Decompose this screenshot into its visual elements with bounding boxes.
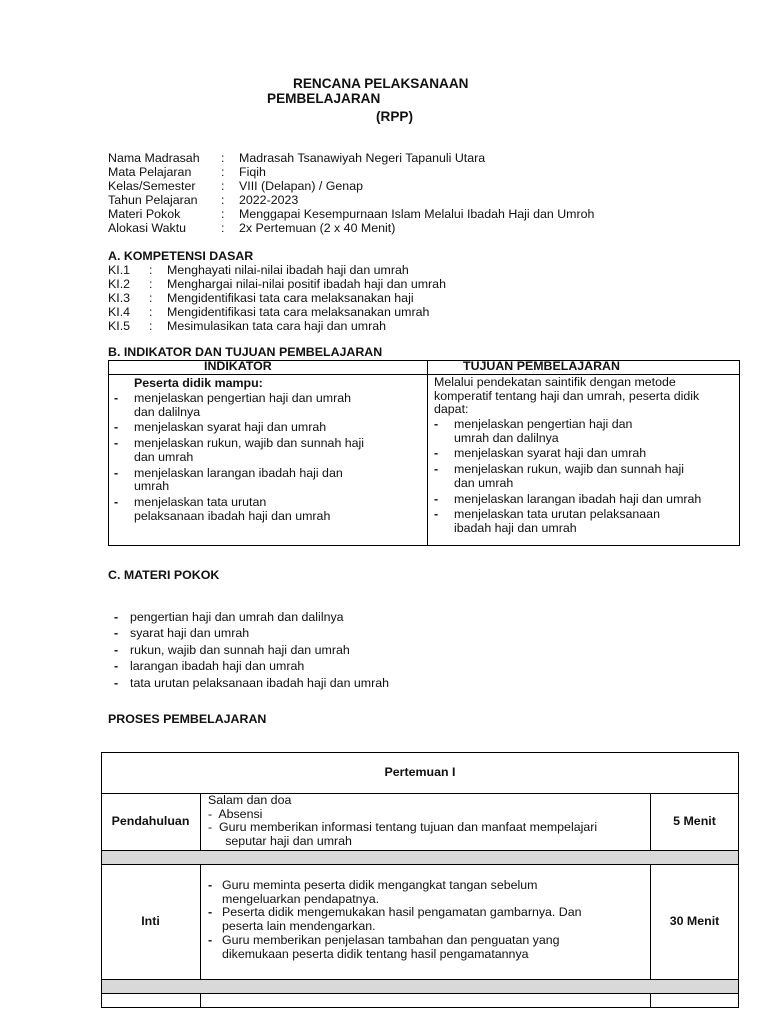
kd-text: Menghayati nilai-nilai ibadah haji dan umrah	[167, 263, 409, 277]
bullet-dash: -	[114, 436, 119, 451]
bullet-dash: -	[434, 446, 439, 461]
tujuan-item	[428, 493, 738, 507]
inti-label: Inti	[141, 913, 160, 928]
indikator-item-line: menjelaskan syarat haji dan umrah	[134, 420, 327, 435]
tujuan-item	[428, 447, 738, 461]
materi-list	[108, 611, 389, 693]
identity-label: Nama Madrasah	[108, 151, 200, 165]
row-divider	[101, 993, 739, 994]
bullet-dash: -	[434, 462, 439, 477]
kd-text: Mengidentifikasi tata cara melaksanakan umrah	[167, 304, 430, 319]
inti-item	[202, 934, 648, 961]
indikator-item-line: menjelaskan rukun, wajib dan sunnah haji	[134, 436, 365, 451]
indikator-item	[108, 467, 426, 494]
bullet-dash: -	[208, 905, 213, 920]
materi-item-text: rukun, wajib dan sunnah haji dan umrah	[130, 642, 350, 657]
bullet-dash: -	[114, 465, 119, 480]
bullet-dash: -	[208, 878, 213, 892]
inti-time: 30 Menit	[669, 913, 720, 928]
proses-heading: PROSES PEMBELAJARAN	[108, 712, 267, 726]
pendahuluan-content	[208, 794, 597, 849]
indikator-item	[108, 496, 426, 523]
inti-item-line: mengeluarkan pendapatnya.	[222, 891, 380, 906]
tujuan-item	[428, 418, 738, 445]
identity-separator: :	[221, 178, 225, 193]
bullet-dash: -	[114, 610, 119, 624]
bullet-dash: -	[114, 659, 119, 674]
tujuan-item-line: menjelaskan syarat haji dan umrah	[454, 446, 647, 461]
materi-item	[108, 611, 389, 627]
indikator-intro: Peserta didik mampu:	[134, 376, 263, 390]
identity-value: Fiqih	[239, 164, 266, 179]
indikator-item-line: dan dalilnya	[134, 404, 201, 419]
indikator-list	[108, 392, 426, 525]
inti-item	[202, 906, 648, 933]
kd-text: Mengidentifikasi tata cara melaksanakan haji	[167, 290, 414, 305]
kd-text: Mesimulasikan tata cara haji dan umrah	[167, 318, 387, 333]
bullet-dash: -	[434, 491, 439, 506]
bullet-dash: -	[114, 494, 119, 509]
section-c-heading	[108, 569, 219, 583]
indikator-item	[108, 437, 426, 464]
shaded-separator-row	[102, 851, 738, 864]
kd-code: KI.2	[108, 276, 131, 291]
kd-separator: :	[149, 290, 153, 305]
inti-item-line: Guru memberikan penjelasan tambahan dan penguatan yang	[222, 932, 560, 947]
kd-code: KI.4	[108, 304, 131, 319]
doc-title-line2: PEMBELAJARAN	[267, 91, 381, 106]
col-divider	[650, 993, 651, 1008]
bullet-dash: -	[114, 675, 119, 690]
bullet-dash: -	[114, 626, 119, 641]
identity-separator: :	[221, 151, 225, 165]
shaded-separator-row	[102, 980, 738, 993]
tujuan-item-line: menjelaskan rukun, wajib dan sunnah haji	[454, 462, 685, 477]
section-a-heading: A. KOMPETENSI DASAR	[108, 249, 254, 263]
identity-separator: :	[221, 164, 225, 179]
materi-item	[108, 677, 389, 693]
identity-value: VIII (Delapan) / Genap	[239, 178, 363, 193]
bullet-dash: -	[114, 420, 119, 435]
tujuan-list	[428, 418, 738, 538]
materi-item-text: pengertian haji dan umrah dan dalilnya	[130, 610, 344, 624]
col-divider	[200, 864, 201, 979]
identity-value: 2022-2023	[239, 192, 299, 207]
tujuan-item-line: umrah dan dalilnya	[454, 430, 559, 445]
inti-item-line: dikemukaan peserta didik tentang hasil pengamatannya	[222, 946, 529, 961]
materi-item-text: syarat haji dan umrah	[130, 626, 250, 641]
kd-separator: :	[149, 263, 153, 277]
section-b-heading: B. INDIKATOR DAN TUJUAN PEMBELAJARAN	[108, 345, 383, 359]
doc-title-line1: RENCANA PELAKSANAAN	[293, 76, 469, 91]
inti-content	[202, 879, 648, 961]
identity-label: Mata Pelajaran	[108, 164, 192, 179]
doc-title-line3: (RPP)	[376, 109, 414, 124]
pertemuan-title: Pertemuan I	[384, 764, 456, 779]
col-indikator-header: INDIKATOR	[204, 359, 272, 373]
materi-item	[108, 644, 389, 660]
identity-label: Materi Pokok	[108, 206, 181, 221]
tujuan-intro-line: Melalui pendekatan saintifik dengan metode	[434, 375, 676, 389]
pendahuluan-time: 5 Menit	[673, 813, 716, 828]
tujuan-item-line: dan umrah	[454, 475, 514, 490]
col-divider	[200, 793, 201, 850]
identity-value: 2x Pertemuan (2 x 40 Menit)	[239, 220, 396, 235]
pendahuluan-label: Pendahuluan	[111, 813, 190, 828]
col-tujuan-header: TUJUAN PEMBELAJARAN	[463, 359, 620, 373]
kd-separator: :	[149, 276, 153, 291]
identity-separator: :	[221, 206, 225, 221]
bullet-dash: -	[208, 932, 213, 947]
materi-item-text: tata urutan pelaksanaan ibadah haji dan umrah	[130, 675, 390, 690]
inti-item-line: peserta lain mendengarkan.	[222, 919, 376, 934]
kd-code: KI.3	[108, 290, 131, 305]
inti-item-line: Peserta didik mengemukakan hasil pengamatan gambarnya. Dan	[222, 905, 582, 920]
bullet-dash: -	[434, 417, 439, 431]
tujuan-item-line: ibadah haji dan umrah	[454, 520, 577, 535]
inti-item	[202, 879, 648, 906]
pendahuluan-line: - Guru memberikan informasi tentang tujuan dan manfaat mempelajari	[208, 820, 598, 835]
tujuan-intro-line: komperatif tentang haji dan umrah, peserta didik	[434, 388, 700, 403]
identity-separator: :	[221, 192, 225, 207]
kd-code: KI.1	[108, 263, 131, 277]
indikator-item-line: umrah	[134, 479, 170, 494]
tujuan-item	[428, 463, 738, 490]
tujuan-item	[428, 508, 738, 535]
identity-value: Madrasah Tsanawiyah Negeri Tapanuli Utara	[239, 151, 486, 165]
identity-label: Alokasi Waktu	[108, 220, 187, 235]
kd-text: Menghargai nilai-nilai positif ibadah haji dan umrah	[167, 276, 446, 291]
kd-code: KI.5	[108, 318, 131, 333]
materi-item-text: larangan ibadah haji dan umrah	[130, 659, 305, 674]
bullet-dash: -	[114, 391, 119, 405]
tujuan-item-line: menjelaskan pengertian haji dan	[454, 417, 633, 431]
indikator-item-line: menjelaskan larangan ibadah haji dan	[134, 465, 343, 480]
identity-label: Tahun Pelajaran	[108, 192, 198, 207]
pendahuluan-line: Salam dan doa	[208, 793, 292, 807]
indikator-item	[108, 392, 426, 419]
tujuan-item-line: menjelaskan tata urutan pelaksanaan	[454, 507, 660, 522]
materi-item	[108, 627, 389, 643]
indikator-item-line: dan umrah	[134, 449, 194, 464]
indikator-item-line: menjelaskan pengertian haji dan umrah	[134, 391, 351, 405]
section-c-title: . MATERI POKOK	[116, 568, 220, 582]
col-divider	[200, 993, 201, 1008]
bullet-dash: -	[114, 642, 119, 657]
identity-separator: :	[221, 220, 225, 235]
indikator-item-line: menjelaskan tata urutan	[134, 494, 267, 509]
bullet-dash: -	[434, 507, 439, 522]
indikator-item-line: pelaksanaan ibadah haji dan umrah	[134, 508, 331, 523]
pendahuluan-line: seputar haji dan umrah	[208, 834, 352, 849]
section-c-letter: C	[108, 568, 117, 582]
inti-item-line: Guru meminta peserta didik mengangkat tangan sebelum	[222, 878, 538, 892]
indikator-item	[108, 421, 426, 435]
identity-value: Menggapai Kesempurnaan Islam Melalui Ibadah Haji dan Umroh	[239, 206, 595, 221]
kd-separator: :	[149, 318, 153, 333]
tujuan-item-line: menjelaskan larangan ibadah haji dan umrah	[454, 491, 702, 506]
materi-item	[108, 660, 389, 676]
identity-label: Kelas/Semester	[108, 178, 196, 193]
pendahuluan-line: - Absensi	[208, 806, 263, 821]
tujuan-intro-line: dapat:	[434, 402, 469, 417]
kd-separator: :	[149, 304, 153, 319]
tujuan-intro	[434, 376, 699, 417]
